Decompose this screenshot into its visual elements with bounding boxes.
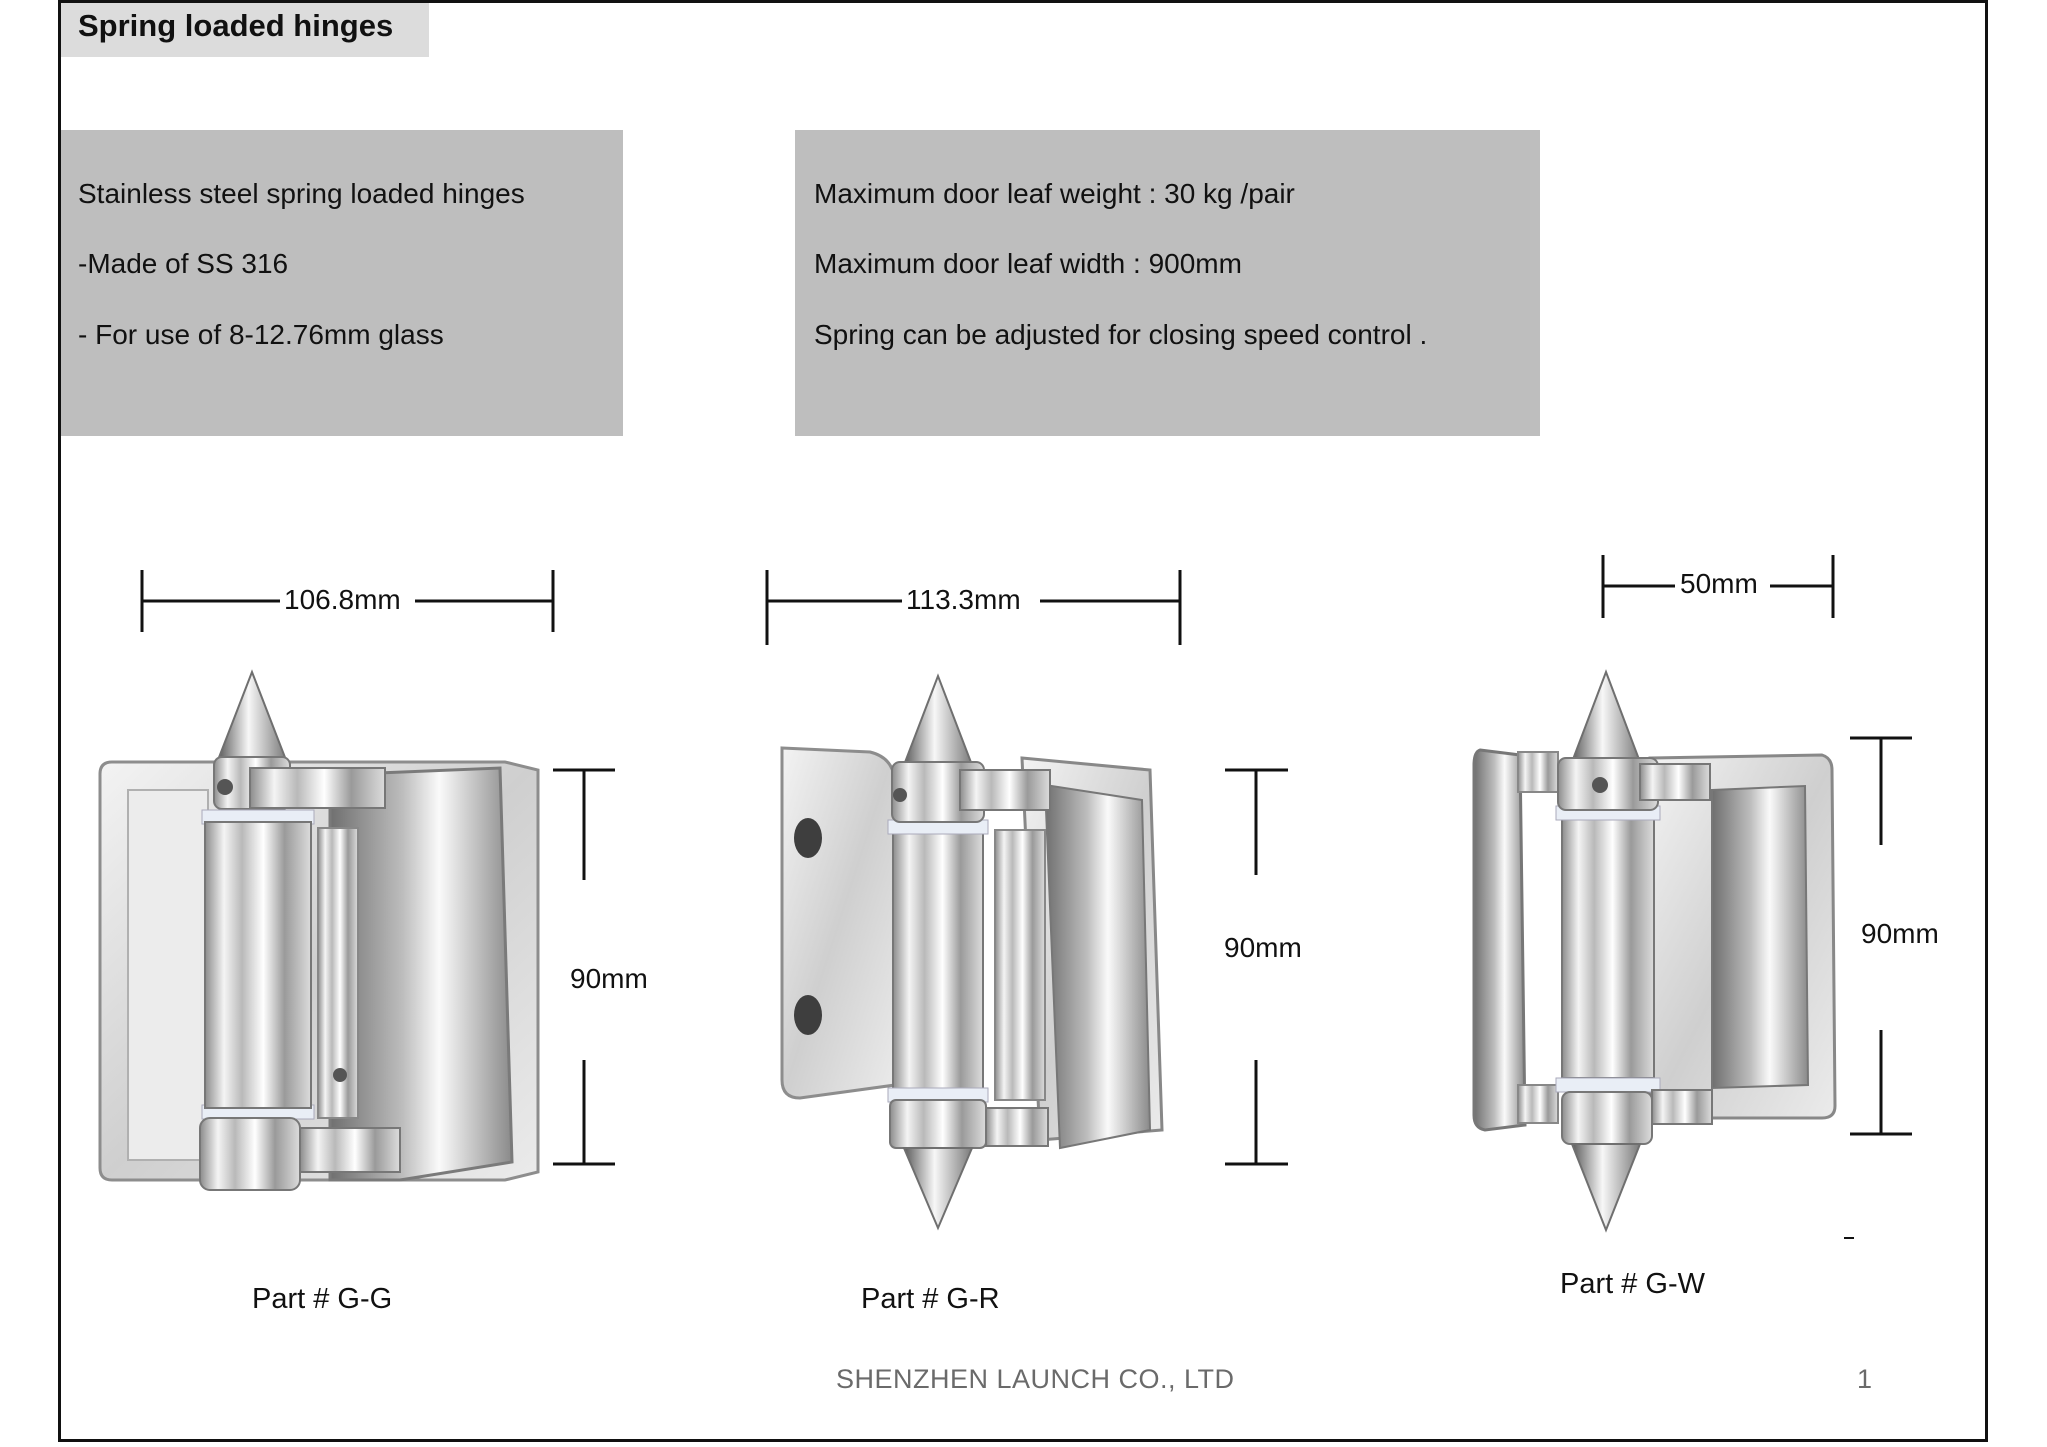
spec-line: Maximum door leaf weight : 30 kg /pair xyxy=(814,178,1295,209)
part-number-label: Part # G-W xyxy=(1560,1268,1706,1300)
width-dimension-label: 50mm xyxy=(1676,568,1762,600)
width-dimension-label: 106.8mm xyxy=(280,584,405,616)
hinge-gr-illustration xyxy=(767,570,1288,1228)
width-dimension-label: 113.3mm xyxy=(902,584,1025,616)
spec-line: Spring can be adjusted for closing speed control . xyxy=(814,319,1428,350)
spec-line: Maximum door leaf width : 900mm xyxy=(814,248,1242,279)
spec-line: - For use of 8-12.76mm glass xyxy=(78,319,444,350)
spec-line: Stainless steel spring loaded hinges xyxy=(78,178,525,209)
height-dimension-label: 90mm xyxy=(1857,918,1943,950)
part-number-label: Part # G-G xyxy=(252,1283,393,1315)
hinge-gg-illustration xyxy=(100,570,615,1190)
part-number-label: Part # G-R xyxy=(861,1283,1000,1315)
height-dimension-label: 90mm xyxy=(1220,932,1306,964)
page-title: Spring loaded hinges xyxy=(78,8,394,43)
company-footer: SHENZHEN LAUNCH CO., LTD xyxy=(836,1364,1235,1394)
height-dimension-label: 90mm xyxy=(566,963,652,995)
page-number: 1 xyxy=(1857,1364,1873,1394)
spec-line: -Made of SS 316 xyxy=(78,248,289,279)
hinge-gw-illustration xyxy=(1474,555,1912,1238)
